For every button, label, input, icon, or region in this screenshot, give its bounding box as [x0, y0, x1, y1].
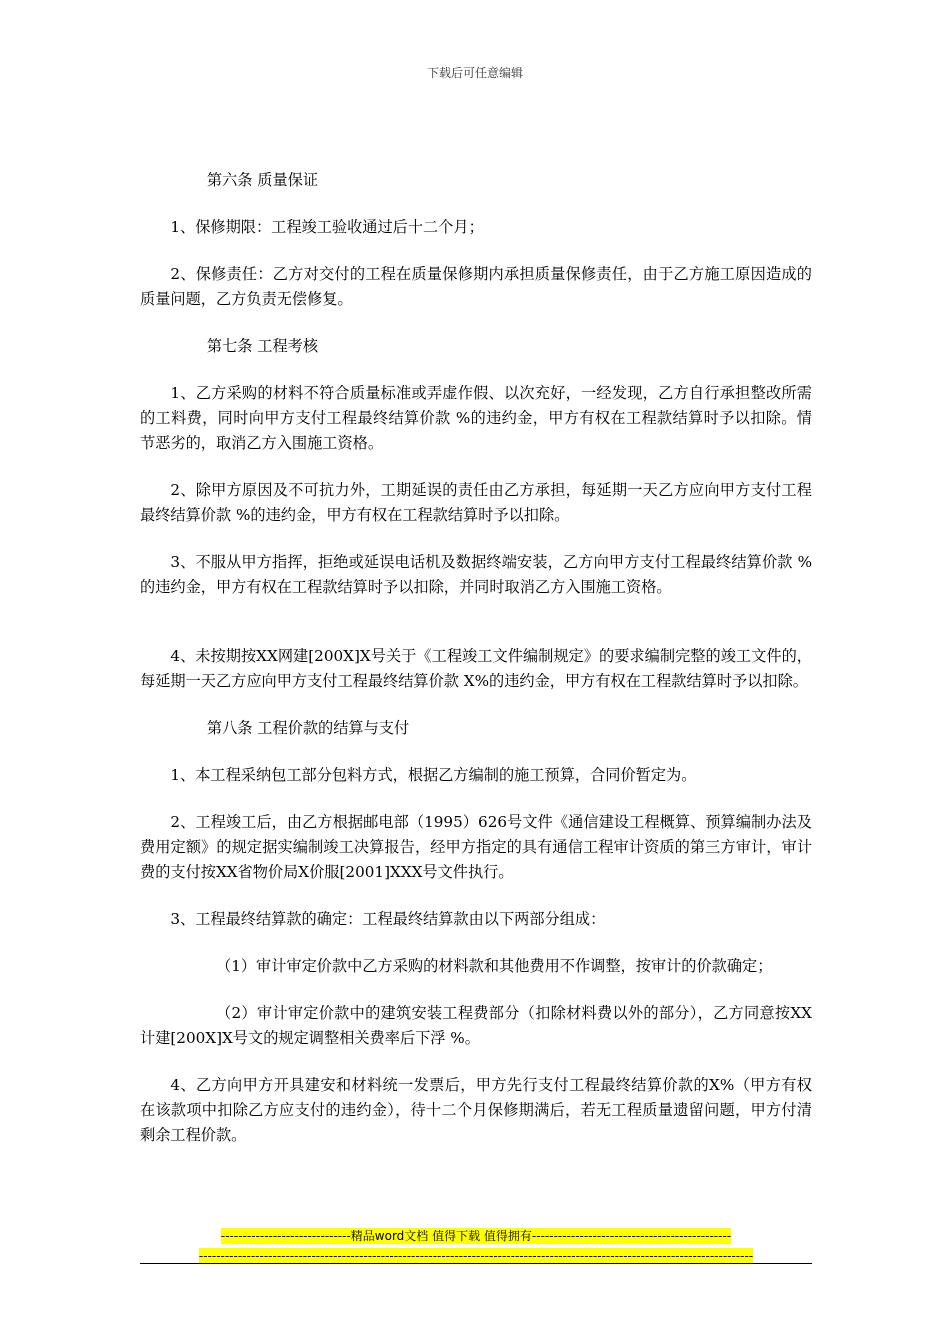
- document-body: [140, 168, 812, 1170]
- paragraph: 4、未按期按XX网建[200X]X号关于《工程竣工文件编制规定》的要求编制完整的竣工文件的，每延期一天乙方应向甲方支付工程最终结算价款 X%的违约金，甲方有权在工程款结算时予以扣除。: [140, 647, 812, 690]
- section-heading-8: 第八条 工程价款的结算与支付: [206, 719, 410, 737]
- paragraph: 2、工程竣工后，由乙方根据邮电部（1995）626号文件《通信建设工程概算、预算编制办法及费用定额》的规定据实编制竣工决算报告，经甲方指定的具有通信工程审计资质的第三方审计，审计费的支付按XX省物价局X价服[2001]XXX号文件执行。: [140, 813, 812, 881]
- paragraph: 3、工程最终结算款的确定：工程最终结算款由以下两部分组成：: [170, 910, 606, 928]
- sub-paragraph: （2）审计审定价款中的建筑安装工程费部分（扣除材料费以外的部分），乙方同意按XX计建[200X]X号文的规定调整相关费率后下浮 %。: [140, 1004, 812, 1047]
- page-footer: [140, 1228, 812, 1268]
- page-header: 下载后可任意编辑: [426, 66, 523, 80]
- paragraph: 2、除甲方原因及不可抗力外，工期延误的责任由乙方承担，每延期一天乙方应向甲方支付工程最终结算价款 %的违约金，甲方有权在工程款结算时予以扣除。: [140, 481, 812, 524]
- footer-banner-line-2: --------------------------------------------------------------------------------------------------------------------------------: [198, 1249, 754, 1263]
- paragraph: 1、乙方采购的材料不符合质量标准或弄虚作假、以次充好，一经发现，乙方自行承担整改所需的工料费，同时向甲方支付工程最终结算价款 %的违约金，甲方有权在工程款结算时予以扣除。情节恶劣的，取消乙方入围施工资格。: [140, 384, 812, 452]
- paragraph: 4、乙方向甲方开具建安和材料统一发票后，甲方先行支付工程最终结算价款的X%（甲方有权在该款项中扣除乙方应支付的违约金），待十二个月保修期满后，若无工程质量遗留问题，甲方付清剩余工程价款。: [140, 1076, 812, 1144]
- footer-divider: [140, 1263, 812, 1264]
- paragraph: 2、保修责任：乙方对交付的工程在质量保修期内承担质量保修责任，由于乙方施工原因造成的质量问题，乙方负责无偿修复。: [140, 265, 812, 308]
- section-heading-6: 第六条 质量保证: [206, 171, 319, 189]
- paragraph: 1、保修期限：工程竣工验收通过后十二个月；: [170, 218, 484, 236]
- sub-paragraph: （1）审计审定价款中乙方采购的材料款和其他费用不作调整，按审计的价款确定；: [216, 957, 773, 975]
- paragraph: 3、不服从甲方指挥，拒绝或延误电话机及数据终端安装，乙方向甲方支付工程最终结算价款 %的违约金，甲方有权在工程款结算时予以扣除，并同时取消乙方入围施工资格。: [140, 553, 812, 596]
- section-heading-7: 第七条 工程考核: [206, 337, 319, 355]
- footer-banner-line-1: ------------------------------精品word文档 值得下载 值得拥有----------------------------------------------: [220, 1229, 732, 1243]
- paragraph: 1、本工程采纳包工部分包料方式，根据乙方编制的施工预算，合同价暂定为。: [170, 766, 697, 784]
